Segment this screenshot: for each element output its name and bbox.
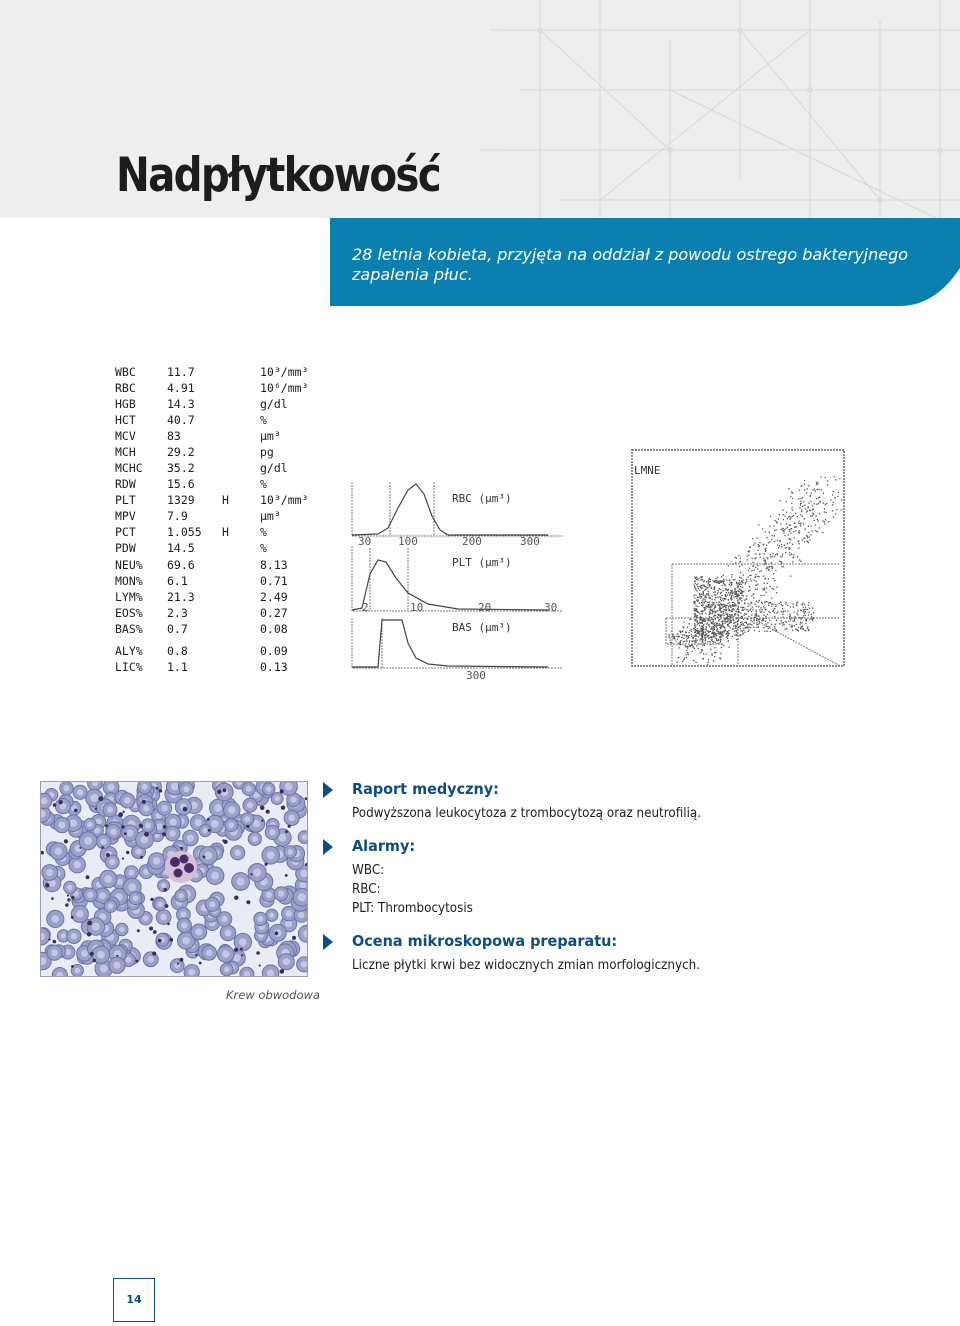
microscopy-text	[352, 956, 896, 975]
histograms	[348, 478, 578, 688]
arrow-icon	[323, 934, 333, 950]
lab-value: 40.7	[167, 413, 195, 427]
lab-param: LIC%	[115, 660, 143, 674]
lab-flag: H	[222, 493, 229, 507]
decorative-pattern	[340, 0, 960, 250]
lab-unit: 0.71	[260, 574, 288, 588]
lab-param: EOS%	[115, 606, 143, 620]
lab-value: 15.6	[167, 477, 195, 491]
microscopy-line: Liczne płytki krwi bez widocznych zmian morfologicznych.	[352, 958, 701, 973]
lab-param: PLT	[115, 493, 136, 507]
lab-value: 83	[167, 429, 181, 443]
alarm-line: PLT: Thrombocytosis	[352, 901, 473, 916]
lab-value: 1.1	[167, 660, 188, 674]
lab-flag: H	[222, 525, 229, 539]
lab-unit: g/dl	[260, 461, 288, 475]
plt-tick: 2	[362, 601, 369, 614]
arrow-icon	[323, 782, 333, 798]
lab-param: MCHC	[115, 461, 143, 475]
alarms-section	[323, 837, 943, 918]
plt-tick: 10	[410, 601, 424, 614]
lab-param: RBC	[115, 381, 136, 395]
lab-param: MON%	[115, 574, 143, 588]
plt-tick: 20	[478, 601, 492, 614]
lab-value: 14.3	[167, 397, 195, 411]
lab-param: NEU%	[115, 558, 143, 572]
lab-unit: 10³/mm³	[260, 365, 309, 379]
lab-unit: %	[260, 413, 267, 427]
rbc-tick: 100	[398, 535, 418, 548]
lab-param: HGB	[115, 397, 136, 411]
lab-param: HCT	[115, 413, 136, 427]
bas-histogram-label: BAS (µm³)	[452, 621, 512, 634]
plt-tick: 30	[544, 601, 558, 614]
lab-value: 6.1	[167, 574, 188, 588]
report-heading: Raport medyczny:	[352, 780, 499, 798]
rbc-tick: 300	[520, 535, 540, 548]
lmne-label: LMNE	[634, 464, 661, 477]
lab-value: 2.3	[167, 606, 188, 620]
blood-smear-image	[40, 781, 308, 977]
lab-value: 7.9	[167, 509, 188, 523]
microscopy-heading: Ocena mikroskopowa preparatu:	[352, 932, 618, 950]
report-section	[323, 780, 943, 823]
alarms-text	[352, 861, 896, 918]
lab-unit: %	[260, 525, 267, 539]
lab-value: 29.2	[167, 445, 195, 459]
page-title: Nadpłytkowość	[116, 148, 440, 203]
lab-unit: µm³	[260, 509, 281, 523]
lab-param: MCH	[115, 445, 136, 459]
alarm-line: RBC:	[352, 882, 381, 897]
lab-unit: 0.27	[260, 606, 288, 620]
lab-param: ALY%	[115, 644, 143, 658]
lab-unit: 0.08	[260, 622, 288, 636]
lab-unit: %	[260, 541, 267, 555]
case-description: 28 letnia kobieta, przyjęta na oddział z powodu ostrego bakteryjnego zapalenia płuc.	[352, 245, 909, 284]
header-band	[0, 0, 960, 250]
lab-param: RDW	[115, 477, 136, 491]
lab-value: 0.8	[167, 644, 188, 658]
image-caption: Krew obwodowa	[226, 988, 320, 1002]
lab-value: 4.91	[167, 381, 195, 395]
lab-unit: 8.13	[260, 558, 288, 572]
alarm-line: WBC:	[352, 863, 385, 878]
lab-unit: g/dl	[260, 397, 288, 411]
lab-value: 0.7	[167, 622, 188, 636]
lab-param: PCT	[115, 525, 136, 539]
lab-value: 11.7	[167, 365, 195, 379]
lab-param: MPV	[115, 509, 136, 523]
lab-param: LYM%	[115, 590, 143, 604]
rbc-histogram-label: RBC (µm³)	[452, 492, 512, 505]
report-text	[352, 804, 896, 823]
lab-value: 35.2	[167, 461, 195, 475]
arrow-icon	[323, 839, 333, 855]
lab-value: 1329	[167, 493, 195, 507]
rbc-tick: 200	[462, 535, 482, 548]
rbc-tick: 30	[358, 535, 372, 548]
lab-param: WBC	[115, 365, 136, 379]
lab-unit: 10⁶/mm³	[260, 381, 309, 395]
lab-unit: pg	[260, 445, 274, 459]
lmne-scatterplot	[628, 446, 850, 676]
lab-unit: 0.13	[260, 660, 288, 674]
lab-value: 21.3	[167, 590, 195, 604]
lab-param: PDW	[115, 541, 136, 555]
medical-report	[323, 780, 943, 987]
microscopy-section	[323, 932, 943, 975]
lab-unit: 2.49	[260, 590, 288, 604]
bas-tick: 300	[466, 669, 486, 682]
lab-value: 1.055	[167, 525, 202, 539]
alarms-heading: Alarmy:	[352, 837, 416, 855]
report-line: Podwyższona leukocytoza z trombocytozą oraz neutrofilią.	[352, 806, 702, 821]
lab-value: 69.6	[167, 558, 195, 572]
lab-param: MCV	[115, 429, 136, 443]
lab-value: 14.5	[167, 541, 195, 555]
lab-param: BAS%	[115, 622, 143, 636]
page-number: 14	[113, 1278, 155, 1322]
lab-unit: 0.09	[260, 644, 288, 658]
lab-unit: µm³	[260, 429, 281, 443]
lab-unit: 10³/mm³	[260, 493, 309, 507]
plt-histogram-label: PLT (µm³)	[452, 556, 512, 569]
lab-unit: %	[260, 477, 267, 491]
